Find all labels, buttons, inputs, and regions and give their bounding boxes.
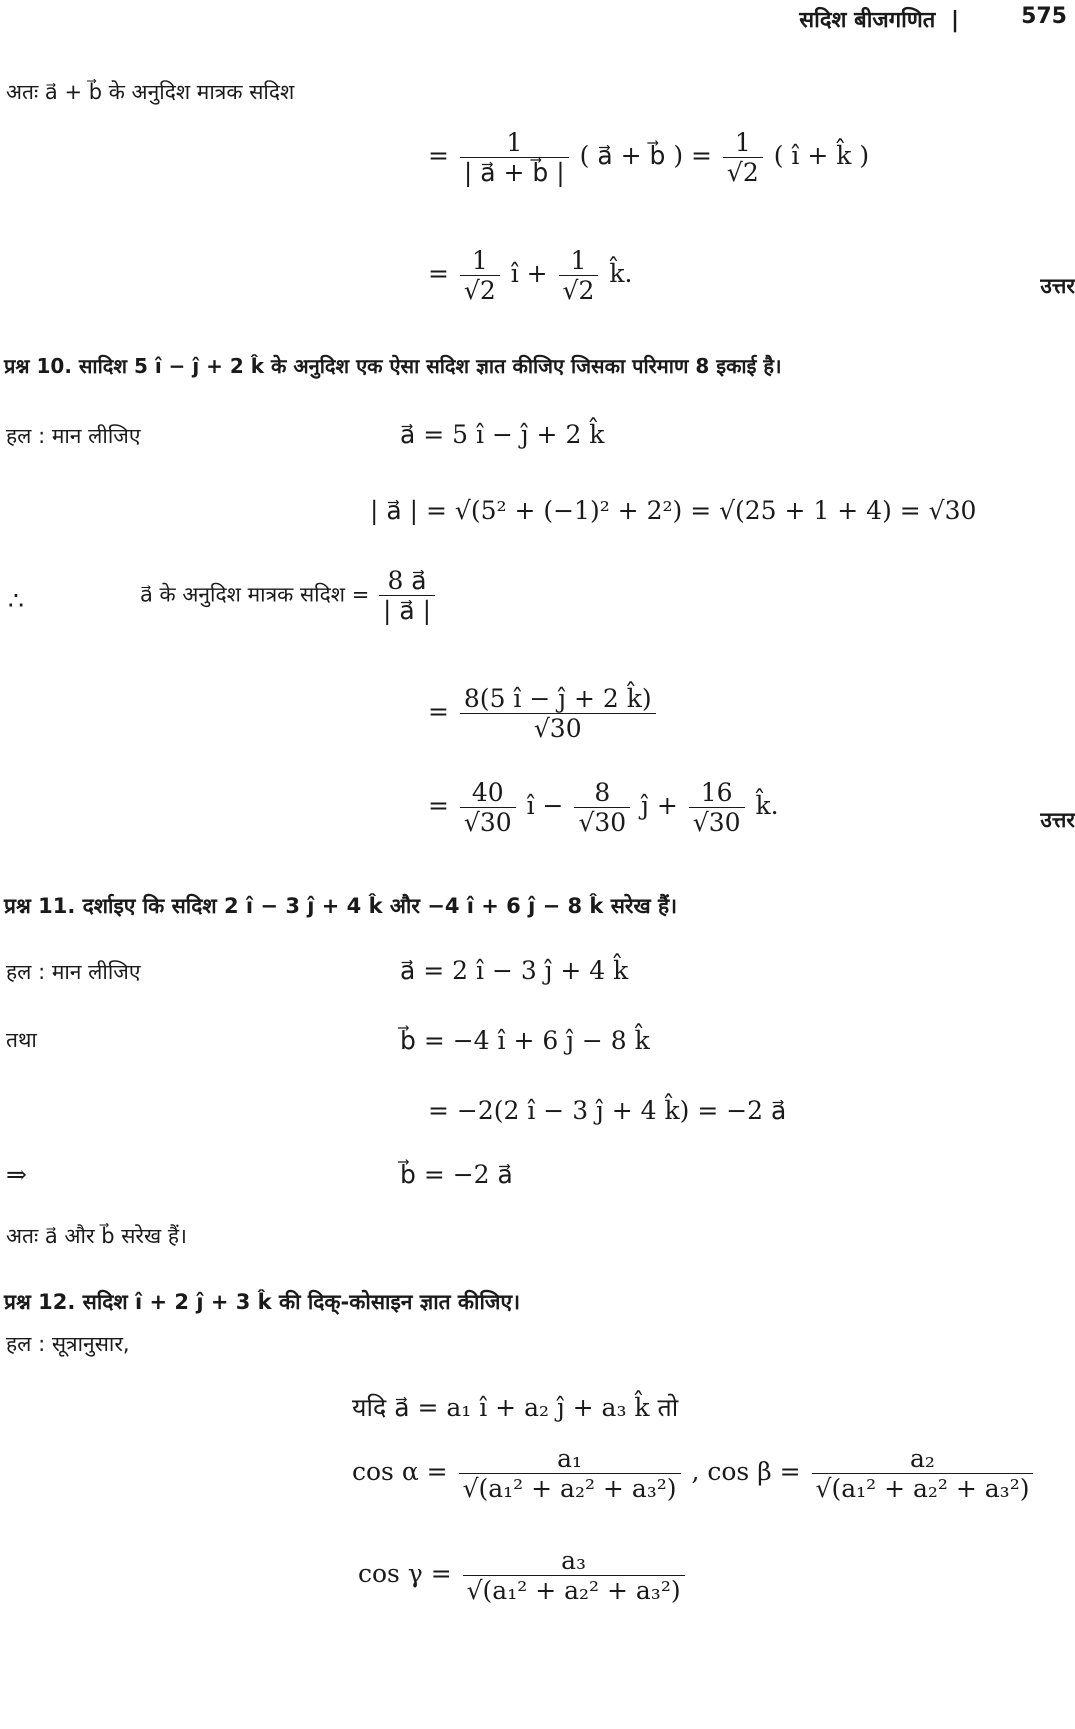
numerator: 8 a⃗ bbox=[379, 566, 435, 596]
implies-symbol: ⇒ bbox=[6, 1160, 27, 1189]
denominator: √2 bbox=[726, 158, 759, 187]
expression: k̂. bbox=[609, 259, 633, 288]
fraction bbox=[574, 778, 630, 837]
fraction bbox=[459, 1444, 681, 1503]
solution-label: हल : मान लीजिए bbox=[6, 424, 141, 448]
expression: î − bbox=[526, 791, 564, 820]
q10-magnitude: | a⃗ | = √(5² + (−1)² + 2²) = √(25 + 1 + 4) = √30 bbox=[370, 496, 977, 525]
numerator: 1 bbox=[460, 128, 569, 158]
and-label: तथा bbox=[6, 1028, 37, 1052]
numerator: 8 bbox=[574, 778, 630, 808]
expression: ( î + k̂ ) bbox=[773, 141, 870, 170]
cos-alpha-label: cos α = bbox=[352, 1457, 448, 1486]
expression: ĵ + bbox=[641, 791, 678, 820]
expression: î + bbox=[510, 259, 548, 288]
numerator: 40 bbox=[460, 778, 516, 808]
q11-step: = −2(2 î − 3 ĵ + 4 k̂) = −2 a⃗ bbox=[428, 1096, 787, 1125]
fraction bbox=[812, 1444, 1034, 1503]
chapter-title: सदिश बीजगणित bbox=[799, 8, 936, 33]
numerator: a₂ bbox=[812, 1444, 1034, 1474]
question-12: प्रश्न 12. सदिश î + 2 ĵ + 3 k̂ की दिक्-कोसाइन ज्ञात कीजिए। bbox=[4, 1290, 521, 1314]
numerator: 1 bbox=[460, 246, 500, 276]
header-separator: | bbox=[950, 8, 959, 33]
equals-sign: = bbox=[428, 259, 449, 288]
denominator: √30 bbox=[463, 808, 512, 837]
numerator: 1 bbox=[559, 246, 599, 276]
sec9-line2 bbox=[428, 246, 632, 305]
fraction bbox=[689, 778, 745, 837]
q11-vector-b: b⃗ = −4 î + 6 ĵ − 8 k̂ bbox=[400, 1026, 650, 1055]
running-header bbox=[799, 4, 967, 34]
fraction bbox=[460, 778, 516, 837]
denominator: √(a₁² + a₂² + a₃²) bbox=[462, 1474, 677, 1503]
cos-beta-label: , cos β = bbox=[691, 1457, 801, 1486]
answer-label: उत्तर bbox=[1040, 808, 1075, 832]
q12-cos-gamma bbox=[358, 1546, 688, 1605]
denominator: √(a₁² + a₂² + a₃²) bbox=[815, 1474, 1030, 1503]
q11-vector-a: a⃗ = 2 î − 3 ĵ + 4 k̂ bbox=[400, 956, 629, 985]
q10-result bbox=[428, 778, 779, 837]
solution-label: हल : सूत्रानुसार, bbox=[6, 1332, 130, 1356]
equals-sign: = bbox=[428, 697, 449, 726]
q10-unit-vector bbox=[140, 566, 438, 625]
fraction bbox=[559, 246, 599, 305]
question-10: प्रश्न 10. सादिश 5 î − ĵ + 2 k̂ के अनुदिश एक ऐसा सदिश ज्ञात कीजिए जिसका परिमाण 8 इकाई है। bbox=[4, 354, 782, 378]
answer-label: उत्तर bbox=[1040, 274, 1075, 298]
fraction bbox=[463, 1546, 685, 1605]
denominator: | a⃗ | bbox=[383, 596, 432, 625]
equals-sign: = bbox=[428, 791, 449, 820]
denominator: √30 bbox=[533, 714, 582, 743]
solution-label: हल : मान लीजिए bbox=[6, 960, 141, 984]
sec9-intro: अतः a⃗ + b⃗ के अनुदिश मात्रक सदिश bbox=[6, 80, 295, 104]
fraction bbox=[460, 128, 569, 187]
page-number: 575 bbox=[1021, 4, 1067, 29]
numerator: 8(5 î − ĵ + 2 k̂) bbox=[460, 684, 656, 714]
numerator: a₁ bbox=[459, 1444, 681, 1474]
fraction bbox=[460, 684, 656, 743]
denominator: √2 bbox=[463, 276, 496, 305]
fraction bbox=[460, 246, 500, 305]
therefore-symbol: ∴ bbox=[8, 586, 24, 615]
q10-step bbox=[428, 684, 659, 743]
fraction bbox=[723, 128, 763, 187]
unit-vector-label: a⃗ के अनुदिश मात्रक सदिश = bbox=[140, 582, 370, 607]
denominator: | a⃗ + b⃗ | bbox=[463, 158, 565, 187]
denominator: √(a₁² + a₂² + a₃²) bbox=[466, 1576, 681, 1605]
q11-result: b⃗ = −2 a⃗ bbox=[400, 1160, 513, 1189]
q12-if-line: यदि a⃗ = a₁ î + a₂ ĵ + a₃ k̂ तो bbox=[352, 1393, 679, 1422]
cos-gamma-label: cos γ = bbox=[358, 1559, 452, 1588]
q10-vector-a: a⃗ = 5 î − ĵ + 2 k̂ bbox=[400, 420, 605, 449]
denominator: √2 bbox=[562, 276, 595, 305]
numerator: 1 bbox=[723, 128, 763, 158]
numerator: a₃ bbox=[463, 1546, 685, 1576]
expression: k̂. bbox=[755, 791, 779, 820]
question-11: प्रश्न 11. दर्शाइए कि सदिश 2 î − 3 ĵ + 4 k̂ और −4 î + 6 ĵ − 8 k̂ सरेख हैं। bbox=[4, 894, 678, 918]
numerator: 16 bbox=[689, 778, 745, 808]
denominator: √30 bbox=[692, 808, 741, 837]
sec9-line1 bbox=[428, 128, 869, 187]
denominator: √30 bbox=[578, 808, 627, 837]
q12-cos-alpha-beta bbox=[352, 1444, 1036, 1503]
q11-conclusion: अतः a⃗ और b⃗ सरेख हैं। bbox=[6, 1224, 187, 1248]
fraction bbox=[379, 566, 435, 625]
expression: ( a⃗ + b⃗ ) = bbox=[579, 141, 712, 170]
equals-sign: = bbox=[428, 141, 449, 170]
